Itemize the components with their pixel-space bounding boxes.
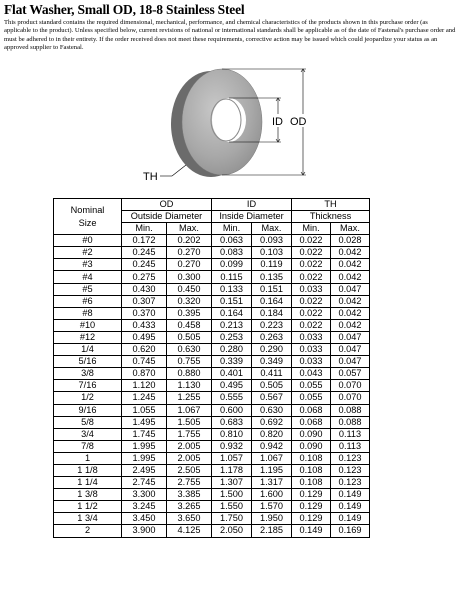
table-row: [54, 247, 370, 259]
table-row: [54, 331, 370, 343]
od-min-cell: 0.870: [122, 368, 167, 380]
nominal-size-cell: 1/4: [54, 344, 122, 356]
id-min-cell: 0.253: [212, 331, 252, 343]
id-min-cell: 1.550: [212, 501, 252, 513]
id-min-cell: 1.500: [212, 489, 252, 501]
od-max-cell: 0.270: [167, 247, 212, 259]
th-max-cell: 0.123: [331, 464, 370, 476]
id-max-cell: 0.349: [252, 356, 292, 368]
od-max-cell: 3.650: [167, 513, 212, 525]
id-min-cell: 0.213: [212, 319, 252, 331]
th-min-cell: 0.033: [292, 283, 331, 295]
od-min-cell: 1.495: [122, 416, 167, 428]
intro-paragraph: This product standard contains the required dimensional, mechanical, performance, and chemical characteristics of the products shown in this purchase order (as applicable to the product). Unless specified below, current revisions of national or international standards shall be applicable as of the date of Fastenal's purchase order and must be adhered to in their entirety. If the order received does not meet these requirements, corrective action may be issued which could jeopardize your status as an approved supplier to Fastenal.: [4, 19, 456, 51]
nominal-size-cell: 2: [54, 525, 122, 537]
nominal-size-cell: #5: [54, 283, 122, 295]
od-min-cell: 3.300: [122, 489, 167, 501]
th-max-cell: 0.028: [331, 235, 370, 247]
id-min-cell: 0.063: [212, 235, 252, 247]
id-min-cell: 0.099: [212, 259, 252, 271]
page-title: Flat Washer, Small OD, 18-8 Stainless Steel: [4, 2, 245, 17]
nominal-header-line1: Nominal: [70, 204, 105, 215]
id-max-cell: 0.942: [252, 440, 292, 452]
id-max-cell: 0.411: [252, 368, 292, 380]
th-max-cell: 0.047: [331, 331, 370, 343]
od-min-cell: 2.745: [122, 477, 167, 489]
id-min-cell: 0.932: [212, 440, 252, 452]
id-max-cell: 2.185: [252, 525, 292, 537]
id-max-cell: 0.505: [252, 380, 292, 392]
od-min-cell: 0.430: [122, 283, 167, 295]
id-min-cell: 0.164: [212, 307, 252, 319]
dimensions-table: [53, 198, 370, 538]
id-max-cell: 1.067: [252, 452, 292, 464]
od-min-cell: 1.995: [122, 440, 167, 452]
id-min-cell: 0.151: [212, 295, 252, 307]
th-max-cell: 0.047: [331, 344, 370, 356]
th-min-cell: 0.129: [292, 501, 331, 513]
id-max-cell: 0.290: [252, 344, 292, 356]
th-max-cell: 0.042: [331, 259, 370, 271]
od-min-header: Min.: [122, 223, 167, 235]
th-min-cell: 0.090: [292, 440, 331, 452]
nominal-size-cell: 9/16: [54, 404, 122, 416]
nominal-size-cell: 5/8: [54, 416, 122, 428]
od-min-cell: 0.307: [122, 295, 167, 307]
table-row: [54, 404, 370, 416]
th-min-cell: 0.068: [292, 404, 331, 416]
id-max-cell: 0.820: [252, 428, 292, 440]
nominal-size-cell: 5/16: [54, 356, 122, 368]
nominal-size-cell: #8: [54, 307, 122, 319]
th-max-header: Max.: [331, 223, 370, 235]
table-row: [54, 440, 370, 452]
od-max-cell: 2.755: [167, 477, 212, 489]
th-min-cell: 0.055: [292, 380, 331, 392]
od-max-cell: 0.458: [167, 319, 212, 331]
od-max-cell: 0.630: [167, 344, 212, 356]
od-max-cell: 1.505: [167, 416, 212, 428]
th-min-cell: 0.043: [292, 368, 331, 380]
od-label: OD: [290, 116, 307, 128]
th-min-cell: 0.022: [292, 247, 331, 259]
od-min-cell: 0.245: [122, 247, 167, 259]
id-min-cell: 1.057: [212, 452, 252, 464]
od-max-header: Max.: [167, 223, 212, 235]
th-label: TH: [143, 171, 158, 183]
th-max-cell: 0.047: [331, 356, 370, 368]
id-max-cell: 0.630: [252, 404, 292, 416]
id-label: ID: [272, 116, 283, 128]
table-header-row-codes: [54, 199, 370, 211]
th-max-cell: 0.042: [331, 319, 370, 331]
th-min-cell: 0.108: [292, 452, 331, 464]
table-row: [54, 428, 370, 440]
table-row: [54, 319, 370, 331]
nominal-size-cell: 1 1/2: [54, 501, 122, 513]
od-min-cell: 0.172: [122, 235, 167, 247]
od-max-cell: 0.320: [167, 295, 212, 307]
od-min-cell: 3.900: [122, 525, 167, 537]
od-header: OD: [122, 199, 212, 211]
table-row: [54, 356, 370, 368]
id-min-cell: 0.083: [212, 247, 252, 259]
table-row: [54, 283, 370, 295]
od-min-cell: 2.495: [122, 464, 167, 476]
od-min-cell: 1.745: [122, 428, 167, 440]
od-max-cell: 0.450: [167, 283, 212, 295]
od-min-cell: 1.055: [122, 404, 167, 416]
od-max-cell: 1.755: [167, 428, 212, 440]
thickness-header: Thickness: [292, 211, 370, 223]
table-body: [54, 235, 370, 537]
nominal-header-line2: Size: [78, 217, 97, 228]
id-min-cell: 1.750: [212, 513, 252, 525]
inside-diameter-header: Inside Diameter: [212, 211, 292, 223]
nominal-size-cell: #6: [54, 295, 122, 307]
od-max-cell: 0.880: [167, 368, 212, 380]
od-max-cell: 3.385: [167, 489, 212, 501]
od-max-cell: 2.505: [167, 464, 212, 476]
th-max-cell: 0.088: [331, 416, 370, 428]
th-min-cell: 0.033: [292, 344, 331, 356]
table-row: [54, 501, 370, 513]
table-row: [54, 416, 370, 428]
table-row: [54, 525, 370, 537]
od-min-cell: 3.245: [122, 501, 167, 513]
th-max-cell: 0.149: [331, 489, 370, 501]
id-max-cell: 1.195: [252, 464, 292, 476]
nominal-size-cell: #3: [54, 259, 122, 271]
id-max-cell: 1.600: [252, 489, 292, 501]
od-min-cell: 0.370: [122, 307, 167, 319]
od-max-cell: 2.005: [167, 452, 212, 464]
th-max-cell: 0.123: [331, 477, 370, 489]
washer-diagram: [0, 0, 460, 200]
nominal-size-cell: #12: [54, 331, 122, 343]
nominal-size-cell: 1/2: [54, 392, 122, 404]
th-max-cell: 0.070: [331, 392, 370, 404]
th-min-cell: 0.129: [292, 513, 331, 525]
id-min-cell: 0.683: [212, 416, 252, 428]
th-min-cell: 0.068: [292, 416, 331, 428]
th-max-cell: 0.123: [331, 452, 370, 464]
od-max-cell: 0.270: [167, 259, 212, 271]
th-max-cell: 0.149: [331, 513, 370, 525]
od-min-cell: 0.275: [122, 271, 167, 283]
th-min-cell: 0.108: [292, 464, 331, 476]
od-max-cell: 3.265: [167, 501, 212, 513]
table-row: [54, 344, 370, 356]
nominal-size-cell: #4: [54, 271, 122, 283]
th-min-cell: 0.090: [292, 428, 331, 440]
nominal-size-cell: 7/8: [54, 440, 122, 452]
od-min-cell: 0.433: [122, 319, 167, 331]
od-min-cell: 0.245: [122, 259, 167, 271]
nominal-size-cell: 1 3/4: [54, 513, 122, 525]
th-header: TH: [292, 199, 370, 211]
od-min-cell: 3.450: [122, 513, 167, 525]
th-max-cell: 0.042: [331, 307, 370, 319]
id-min-cell: 0.133: [212, 283, 252, 295]
id-min-cell: 1.307: [212, 477, 252, 489]
table-row: [54, 489, 370, 501]
od-min-cell: 0.620: [122, 344, 167, 356]
od-max-cell: 0.755: [167, 356, 212, 368]
nominal-size-cell: 1 1/4: [54, 477, 122, 489]
nominal-size-cell: 7/16: [54, 380, 122, 392]
table-row: [54, 235, 370, 247]
th-min-cell: 0.022: [292, 271, 331, 283]
id-min-cell: 0.810: [212, 428, 252, 440]
table-row: [54, 513, 370, 525]
od-max-cell: 0.202: [167, 235, 212, 247]
id-max-cell: 0.223: [252, 319, 292, 331]
od-max-cell: 1.067: [167, 404, 212, 416]
id-max-cell: 0.151: [252, 283, 292, 295]
th-max-cell: 0.057: [331, 368, 370, 380]
th-min-cell: 0.149: [292, 525, 331, 537]
od-max-cell: 1.130: [167, 380, 212, 392]
table-row: [54, 271, 370, 283]
id-min-cell: 0.555: [212, 392, 252, 404]
th-max-cell: 0.042: [331, 247, 370, 259]
id-max-cell: 0.119: [252, 259, 292, 271]
nominal-size-cell: 3/8: [54, 368, 122, 380]
nominal-size-cell: 3/4: [54, 428, 122, 440]
id-max-cell: 0.164: [252, 295, 292, 307]
od-max-cell: 2.005: [167, 440, 212, 452]
th-min-cell: 0.129: [292, 489, 331, 501]
od-min-cell: 0.495: [122, 331, 167, 343]
id-min-cell: 1.178: [212, 464, 252, 476]
th-min-cell: 0.022: [292, 307, 331, 319]
table-row: [54, 392, 370, 404]
th-min-cell: 0.022: [292, 319, 331, 331]
od-max-cell: 0.300: [167, 271, 212, 283]
id-max-cell: 0.692: [252, 416, 292, 428]
table-row: [54, 307, 370, 319]
od-min-cell: 1.245: [122, 392, 167, 404]
id-min-cell: 0.401: [212, 368, 252, 380]
th-min-cell: 0.033: [292, 331, 331, 343]
th-min-cell: 0.022: [292, 259, 331, 271]
id-max-cell: 0.567: [252, 392, 292, 404]
th-min-cell: 0.022: [292, 235, 331, 247]
id-min-cell: 0.339: [212, 356, 252, 368]
id-max-cell: 0.263: [252, 331, 292, 343]
th-max-cell: 0.070: [331, 380, 370, 392]
od-min-cell: 0.745: [122, 356, 167, 368]
th-max-cell: 0.113: [331, 428, 370, 440]
th-max-cell: 0.088: [331, 404, 370, 416]
th-max-cell: 0.149: [331, 501, 370, 513]
nominal-size-cell: #2: [54, 247, 122, 259]
th-min-header: Min.: [292, 223, 331, 235]
id-max-header: Max.: [252, 223, 292, 235]
th-max-cell: 0.047: [331, 283, 370, 295]
od-min-cell: 1.120: [122, 380, 167, 392]
th-max-cell: 0.169: [331, 525, 370, 537]
id-min-cell: 0.600: [212, 404, 252, 416]
id-min-cell: 2.050: [212, 525, 252, 537]
table-row: [54, 380, 370, 392]
id-max-cell: 0.184: [252, 307, 292, 319]
od-max-cell: 4.125: [167, 525, 212, 537]
table-row: [54, 259, 370, 271]
th-min-cell: 0.033: [292, 356, 331, 368]
nominal-size-cell: 1: [54, 452, 122, 464]
nominal-size-cell: #0: [54, 235, 122, 247]
id-min-cell: 0.495: [212, 380, 252, 392]
id-max-cell: 1.570: [252, 501, 292, 513]
od-max-cell: 0.395: [167, 307, 212, 319]
id-min-cell: 0.280: [212, 344, 252, 356]
table-row: [54, 477, 370, 489]
table-row: [54, 452, 370, 464]
id-max-cell: 1.950: [252, 513, 292, 525]
table-row: [54, 368, 370, 380]
nominal-size-cell: #10: [54, 319, 122, 331]
outside-diameter-header: Outside Diameter: [122, 211, 212, 223]
od-max-cell: 1.255: [167, 392, 212, 404]
th-max-cell: 0.113: [331, 440, 370, 452]
id-min-cell: 0.115: [212, 271, 252, 283]
nominal-size-cell: 1 3/8: [54, 489, 122, 501]
id-max-cell: 0.135: [252, 271, 292, 283]
table-row: [54, 464, 370, 476]
nominal-size-cell: 1 1/8: [54, 464, 122, 476]
th-min-cell: 0.108: [292, 477, 331, 489]
od-max-cell: 0.505: [167, 331, 212, 343]
od-min-cell: 1.995: [122, 452, 167, 464]
table-row: [54, 295, 370, 307]
id-max-cell: 0.103: [252, 247, 292, 259]
id-max-cell: 1.317: [252, 477, 292, 489]
th-min-cell: 0.022: [292, 295, 331, 307]
id-header: ID: [212, 199, 292, 211]
id-min-header: Min.: [212, 223, 252, 235]
th-max-cell: 0.042: [331, 271, 370, 283]
id-max-cell: 0.093: [252, 235, 292, 247]
th-min-cell: 0.055: [292, 392, 331, 404]
th-max-cell: 0.042: [331, 295, 370, 307]
nominal-size-header: [54, 199, 122, 235]
